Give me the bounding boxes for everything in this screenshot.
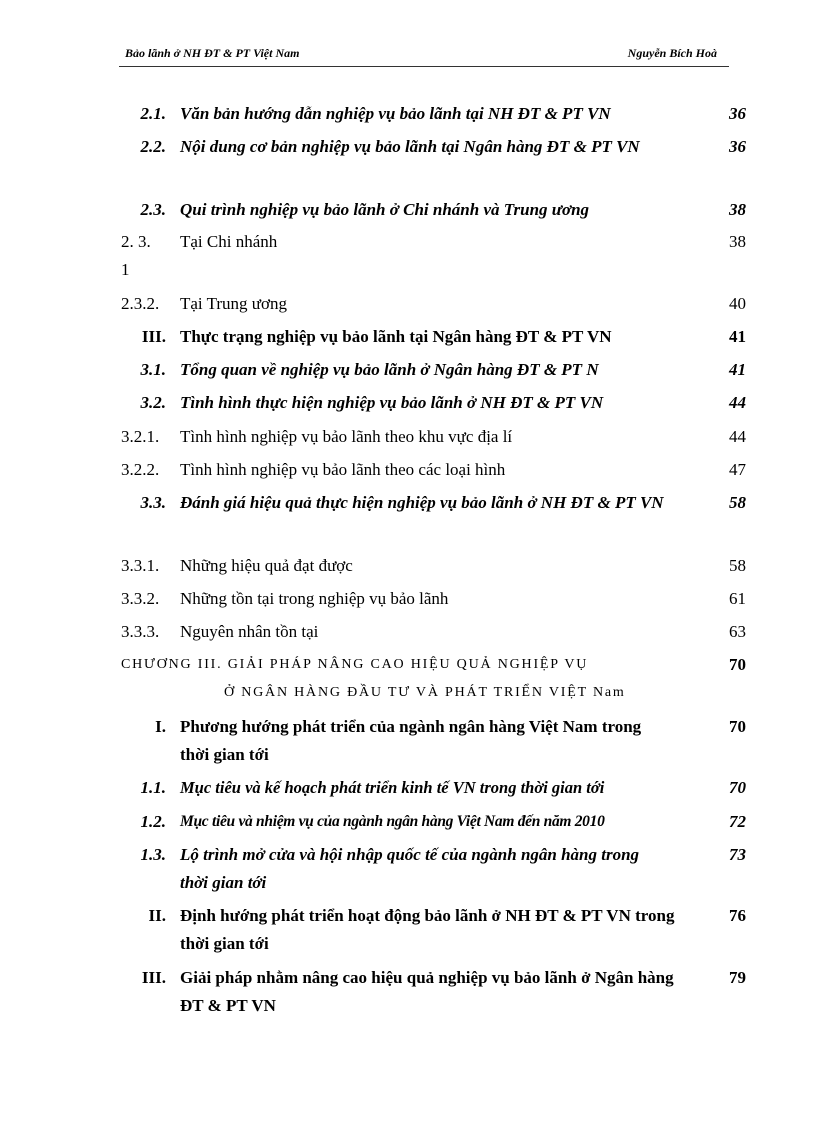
toc-number: I. bbox=[155, 717, 166, 736]
toc-page: 76 bbox=[729, 906, 746, 925]
toc-number: 3.1. bbox=[140, 360, 166, 379]
toc-title: Tình hình nghiệp vụ bảo lãnh theo các loại hình bbox=[180, 460, 506, 479]
toc-title: Đánh giá hiệu quả thực hiện nghiệp vụ bảo lãnh ở NH ĐT & PT VN bbox=[180, 493, 664, 512]
toc-title: Thực trạng nghiệp vụ bảo lãnh tại Ngân hàng ĐT & PT VN bbox=[180, 327, 612, 346]
toc-title: Giải pháp nhằm nâng cao hiệu quả nghiệp vụ bảo lãnh ở Ngân hàng ĐT & PT VN bbox=[180, 968, 674, 1015]
toc-page: 70 bbox=[729, 655, 746, 674]
toc-page: 58 bbox=[729, 556, 746, 575]
toc-number: 2.1. bbox=[140, 104, 166, 123]
toc-title: Tại Chi nhánh bbox=[180, 232, 278, 251]
toc-number-continued: 1 bbox=[121, 260, 130, 279]
toc-page: 70 bbox=[729, 717, 746, 736]
toc-title: Văn bản hướng dẫn nghiệp vụ bảo lãnh tại NH ĐT & PT VN bbox=[180, 104, 611, 123]
toc-page: 63 bbox=[729, 622, 746, 641]
toc-title: Những hiệu quả đạt được bbox=[180, 556, 353, 575]
toc-number: 3.3.3. bbox=[121, 622, 160, 641]
toc-number: 3.3. bbox=[140, 493, 166, 512]
toc-page: 40 bbox=[729, 294, 746, 313]
toc-number: 1.3. bbox=[140, 845, 166, 864]
toc-title: Tình hình thực hiện nghiệp vụ bảo lãnh ở NH ĐT & PT VN bbox=[180, 393, 604, 412]
toc-page: 70 bbox=[729, 778, 746, 797]
toc-title: Định hướng phát triển hoạt động bảo lãnh ở NH ĐT & PT VN trong thời gian tới bbox=[180, 906, 675, 953]
toc-title: Tổng quan về nghiệp vụ bảo lãnh ở Ngân hàng ĐT & PT N bbox=[180, 360, 599, 379]
chapter-heading: CHƯƠNG III. GIẢI PHÁP NÂNG CAO HIỆU QUẢ NGHIỆP VỤ bbox=[121, 657, 589, 672]
toc-page: 36 bbox=[729, 104, 746, 123]
toc-number: 2.3.2. bbox=[121, 294, 160, 313]
toc-title: Phương hướng phát triển của ngành ngân hàng Việt Nam trong thời gian tới bbox=[180, 717, 642, 764]
toc-title: Những tồn tại trong nghiệp vụ bảo lãnh bbox=[180, 589, 449, 608]
toc-number: 3.3.1. bbox=[121, 556, 160, 575]
toc-title: Nguyên nhân tồn tại bbox=[180, 622, 319, 641]
toc-number: 1.1. bbox=[140, 778, 166, 797]
toc-page: 73 bbox=[729, 845, 746, 864]
toc-title: Tại Trung ương bbox=[180, 294, 287, 313]
toc-page: 61 bbox=[729, 589, 746, 608]
toc-number: 3.2.2. bbox=[121, 460, 160, 479]
toc-number: III. bbox=[141, 327, 166, 346]
toc-title: Mục tiêu và kế hoạch phát triển kinh tế VN trong thời gian tới bbox=[180, 778, 605, 797]
toc-page: 47 bbox=[729, 460, 746, 479]
toc-page: 38 bbox=[729, 200, 746, 219]
header-title: Bảo lãnh ở NH ĐT & PT Việt Nam bbox=[125, 46, 300, 60]
toc-page: 44 bbox=[729, 393, 746, 412]
toc-page: 41 bbox=[729, 360, 746, 379]
toc-number: 2.3. bbox=[140, 200, 166, 219]
toc-number: 2. 3. bbox=[121, 232, 151, 251]
toc-title: Qui trình nghiệp vụ bảo lãnh ở Chi nhánh và Trung ương bbox=[180, 200, 590, 219]
toc-page: 58 bbox=[729, 493, 746, 512]
toc-title: Tình hình nghiệp vụ bảo lãnh theo khu vực địa lí bbox=[180, 427, 513, 446]
toc-title: Nội dung cơ bản nghiệp vụ bảo lãnh tại Ngân hàng ĐT & PT VN bbox=[180, 137, 640, 156]
toc-number: III. bbox=[141, 968, 166, 987]
toc-number: 3.3.2. bbox=[121, 589, 160, 608]
header-author: Nguyễn Bích Hoà bbox=[627, 46, 717, 60]
toc-title: Lộ trình mở cửa và hội nhập quốc tế của ngành ngân hàng trong thời gian tới bbox=[180, 845, 640, 892]
toc-number: 1.2. bbox=[140, 812, 166, 831]
toc-page: 36 bbox=[729, 137, 746, 156]
toc-page: 79 bbox=[729, 968, 746, 987]
toc-title: Mục tiêu và nhiệm vụ của ngành ngân hàng Việt Nam đến năm 2010 bbox=[180, 813, 605, 830]
toc-number: 2.2. bbox=[140, 137, 166, 156]
toc-number: 3.2. bbox=[140, 393, 166, 412]
toc-page: 41 bbox=[729, 327, 746, 346]
toc-page: 72 bbox=[729, 812, 746, 831]
toc-page: 38 bbox=[729, 232, 746, 251]
toc-number: II. bbox=[148, 906, 166, 925]
toc-number: 3.2.1. bbox=[121, 427, 160, 446]
toc-page: 44 bbox=[729, 427, 746, 446]
chapter-heading-continued: Ở NGÂN HÀNG ĐẦU TƯ VÀ PHÁT TRIỂN VIỆT Nam bbox=[224, 685, 626, 700]
